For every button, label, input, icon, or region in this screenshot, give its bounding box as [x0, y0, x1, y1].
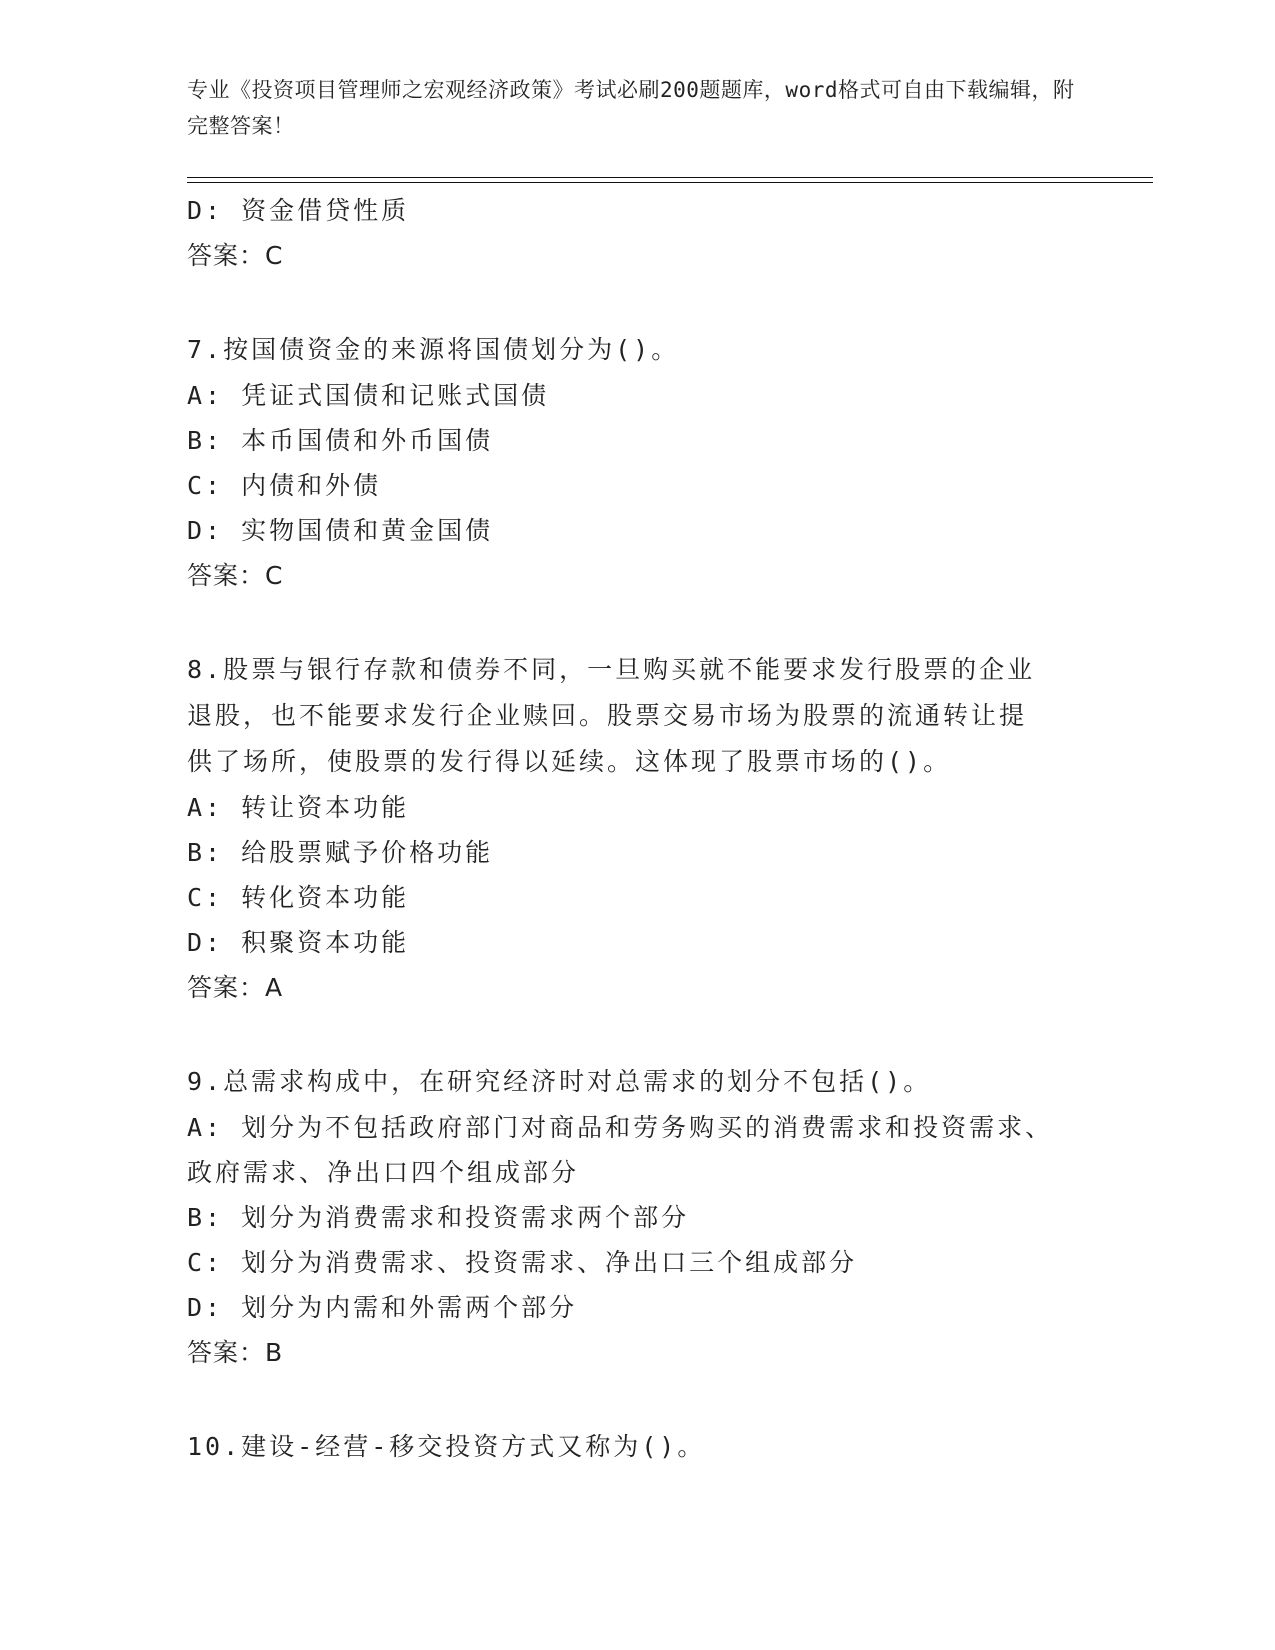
question-list: [187, 188, 1087, 1470]
spacer: [187, 599, 1087, 647]
option-c: C: 内债和外债: [187, 471, 382, 500]
answer-label: 答案：A: [187, 973, 284, 1002]
question-7: [187, 327, 1087, 599]
option-a: A: 划分为不包括政府部门对商品和劳务购买的消费需求和投资需求、: [187, 1113, 1054, 1142]
option-c: C: 转化资本功能: [187, 883, 410, 912]
question-line: 7.按国债资金的来源将国债划分为()。: [187, 335, 680, 364]
question-line: 9.总需求构成中，在研究经济时对总需求的划分不包括()。: [187, 1067, 932, 1096]
option-d: D: 实物国债和黄金国债: [187, 516, 494, 545]
option-b: B: 本币国债和外币国债: [187, 426, 494, 455]
question-9: [187, 1059, 1087, 1376]
question-10: [187, 1424, 1087, 1470]
option-a-continued: 政府需求、净出口四个组成部分: [187, 1158, 580, 1187]
option-a: A: 凭证式国债和记账式国债: [187, 381, 550, 410]
answer-label: 答案：C: [187, 561, 284, 590]
spacer: [187, 1011, 1087, 1059]
option-d: D: 资金借贷性质: [187, 196, 410, 225]
option-d: D: 划分为内需和外需两个部分: [187, 1293, 578, 1322]
spacer: [187, 279, 1087, 327]
question-line: 8.股票与银行存款和债券不同，一旦购买就不能要求发行股票的企业: [187, 655, 1036, 684]
spacer: [187, 1376, 1087, 1424]
answer-label: 答案：C: [187, 241, 284, 270]
question-text: [187, 327, 1087, 373]
question-text: [187, 1059, 1087, 1105]
question-line: 10.建设-经营-移交投资方式又称为()。: [187, 1432, 706, 1461]
header-divider-bottom: [187, 182, 1153, 183]
question-line: 供了场所，使股票的发行得以延续。这体现了股票市场的()。: [187, 747, 952, 776]
header-divider-top: [187, 177, 1153, 178]
question-8: [187, 647, 1087, 1011]
option-d: D: 积聚资本功能: [187, 928, 410, 957]
answer-label: 答案：B: [187, 1338, 284, 1367]
option-c: C: 划分为消费需求、投资需求、净出口三个组成部分: [187, 1248, 858, 1277]
option-b: B: 划分为消费需求和投资需求两个部分: [187, 1203, 690, 1232]
page-header: 专业《投资项目管理师之宏观经济政策》考试必刷200题题库，word格式可自由下载编辑，附完整答案！: [187, 78, 1075, 138]
question-line: 退股，也不能要求发行企业赎回。股票交易市场为股票的流通转让提: [187, 701, 1028, 730]
question-6-tail: [187, 188, 1087, 279]
question-text: [187, 647, 1087, 785]
option-b: B: 给股票赋予价格功能: [187, 838, 494, 867]
question-text: [187, 1424, 1087, 1470]
option-a: A: 转让资本功能: [187, 793, 410, 822]
